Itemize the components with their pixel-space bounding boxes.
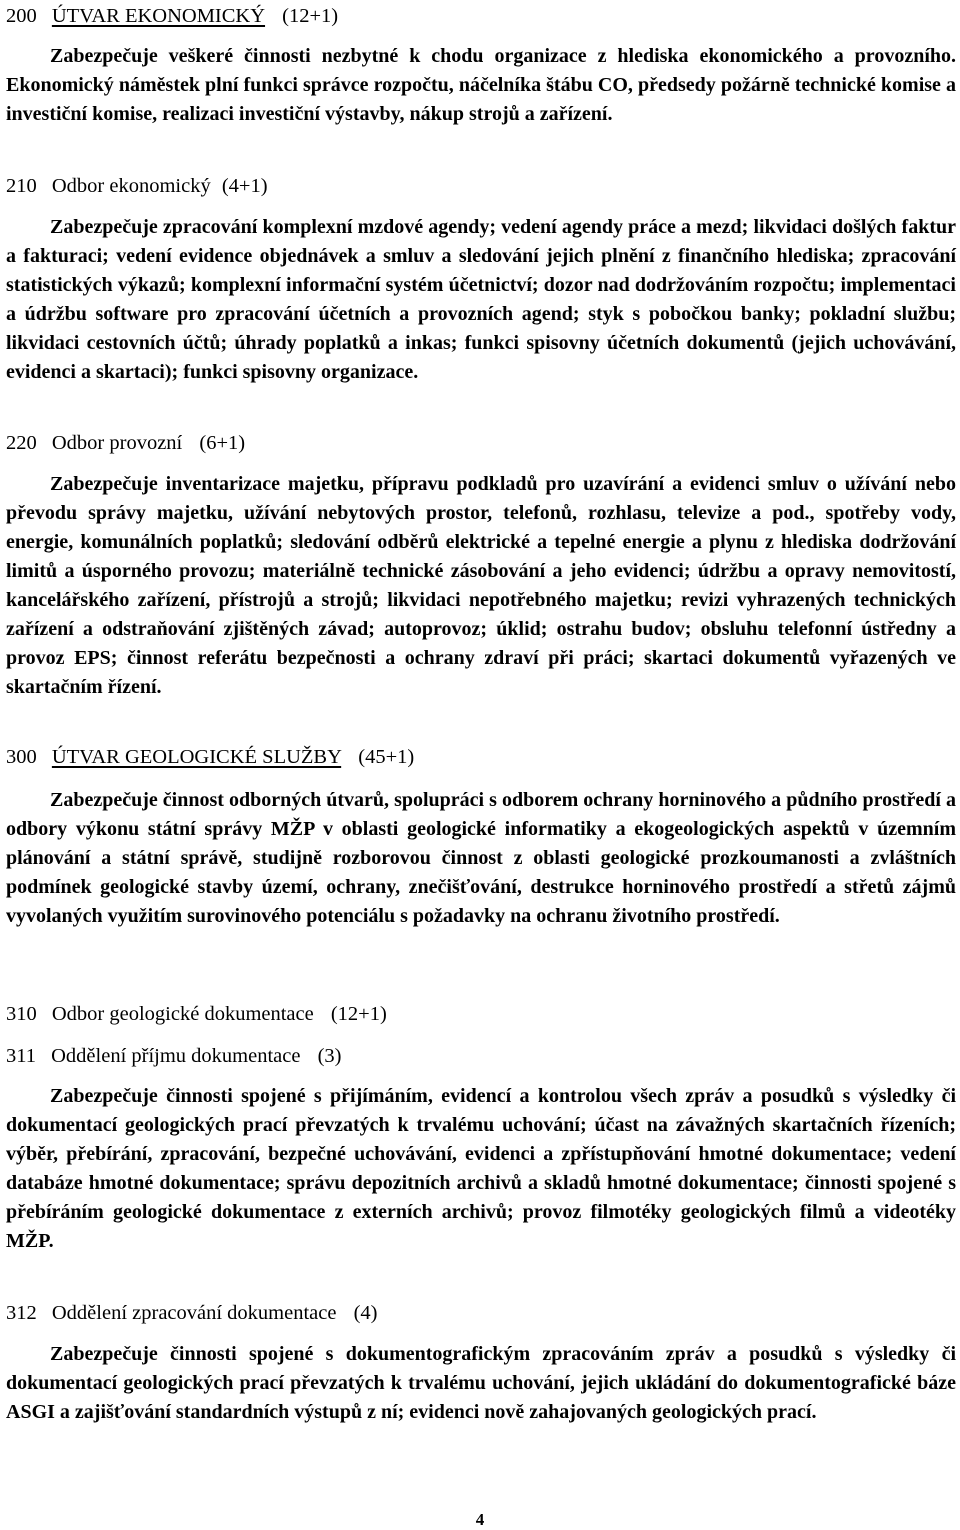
section-heading-200: [6, 3, 338, 29]
section-title: ÚTVAR GEOLOGICKÉ SLUŽBY: [51, 746, 342, 768]
section-title: Oddělení zpracování dokumentace: [51, 1302, 337, 1324]
section-text-210: Zabezpečuje zpracování komplexní mzdové agendy; vedení agendy práce a mezd; likvidaci došlých faktur a fakturaci; vedení evidence objednávek a smluv a sledování jejich plnění z finančního hlediska; zpracování statistických výkazů; komplexní informační systém účetnictví; dozor nad dodržováním rozpočtu; implementaci a údržbu software pro zpracování účetních a provozních agend; styk s pobočkou banky; pokladní službu; likvidaci cestovních účtů; úhrady poplatků a inkas; funkci spisovny účetních dokumentů (jejich uchovávání, evidenci a skartaci); funkci spisovny organizace.: [6, 216, 956, 383]
section-text-312: Zabezpečuje činnosti spojené s dokumentografickým zpracováním zpráv a posudků s výsledky či dokumentací geologických prací převzatých k trvalému uchování, jejich ukládání do dokumentografické báze ASGI a zajišťování standardních výstupů z ní; evidenci nově zahajovaných geologických prací.: [6, 1343, 956, 1423]
section-text-220: Zabezpečuje inventarizace majetku, přípravu podkladů pro uzavírání a evidenci smluv o užívání nebo převodu správy majetku, užívání nebytových prostor, telefonů, rozhlasu, televize a pod., spotřeby vody, energie, komunálních poplatků; sledování odběrů elektrické a tepelné energie a plynu z hlediska dodržování limitů a úsporného provozu; materiálně technické zásobování a jeho evidenci; údržbu a opravy nemovitostí, kancelářského zařízení, přístrojů a strojů; likvidaci nepotřebného majetku; revizi vyhrazených technických zařízení a odstraňování zjištěných závad; autoprovoz; úklid; ostrahu budov; obsluhu telefonní ústředny a provoz EPS; činnost referátu bezpečnosti a ochrany zdraví při práci; skartaci dokumentů vyřazených ve skartačním řízení.: [6, 473, 956, 698]
section-heading-210: [6, 173, 268, 199]
section-title: Odbor provozní: [51, 432, 183, 454]
section-number: 300: [6, 746, 37, 768]
section-number: 220: [6, 432, 37, 454]
section-text-311: Zabezpečuje činnosti spojené s přijímáním, evidencí a kontrolou všech zpráv a posudků s výsledky či dokumentací geologických prací převzatých k trvalému uchování; účast na závažných skartačních řízeních; výběr, přebírání, zpracování, bezpečné uchovávání, evidenci a zpřístupňování hmotné dokumentace; vedení databáze hmotné dokumentace; správu depozitních archivů a skladů hmotné dokumentace; činnosti spojené s přebíráním geologické dokumentace z externích archivů; provoz filmotéky geologických filmů a videotéky MŽP.: [6, 1085, 956, 1252]
section-count: (12+1): [330, 1003, 387, 1025]
section-count: (12+1): [282, 5, 339, 27]
section-title: Odbor ekonomický: [51, 175, 211, 197]
section-number: 210: [6, 175, 37, 197]
section-count: (4+1): [221, 175, 268, 197]
section-count: (45+1): [358, 746, 415, 768]
section-title: ÚTVAR EKONOMICKÝ: [51, 5, 266, 27]
section-text-300: Zabezpečuje činnost odborných útvarů, spolupráci s odborem ochrany horninového a půdního prostředí a odbory výkonu státní správy MŽP v oblasti geologické informatiky a ekogeologických aspektů v územním plánování a státní správě, studijně rozborovou činnost z oblasti geologické prozkoumanosti a zvláštních podmínek geologické stavby území, ochrany, znečišťování, destrukce horninového prostředí a střetů zájmů vyvolaných využitím surovinového potenciálu s požadavky na ochranu životního prostředí.: [6, 789, 956, 927]
section-count: (3): [317, 1045, 342, 1067]
section-title: Odbor geologické dokumentace: [51, 1003, 314, 1025]
section-heading-312: [6, 1300, 378, 1326]
section-heading-220: [6, 430, 245, 456]
section-heading-300: [6, 744, 414, 770]
section-heading-311: [6, 1043, 342, 1069]
section-count: (6+1): [199, 432, 246, 454]
section-count: (4): [353, 1302, 378, 1324]
section-number: 310: [6, 1003, 37, 1025]
section-number: 200: [6, 5, 37, 27]
section-heading-310: [6, 1001, 387, 1027]
page-number: 4: [475, 1510, 485, 1529]
section-text-200: Zabezpečuje veškeré činnosti nezbytné k chodu organizace z hlediska ekonomického a provozního. Ekonomický náměstek plní funkci správce rozpočtu, náčelníka štábu CO, předsedy požárně technické komise a investiční komise, realizaci investiční výstavby, nákup strojů a zařízení.: [6, 45, 956, 125]
section-title: Oddělení příjmu dokumentace: [51, 1045, 301, 1067]
section-number: 311: [6, 1045, 36, 1067]
section-number: 312: [6, 1302, 37, 1324]
